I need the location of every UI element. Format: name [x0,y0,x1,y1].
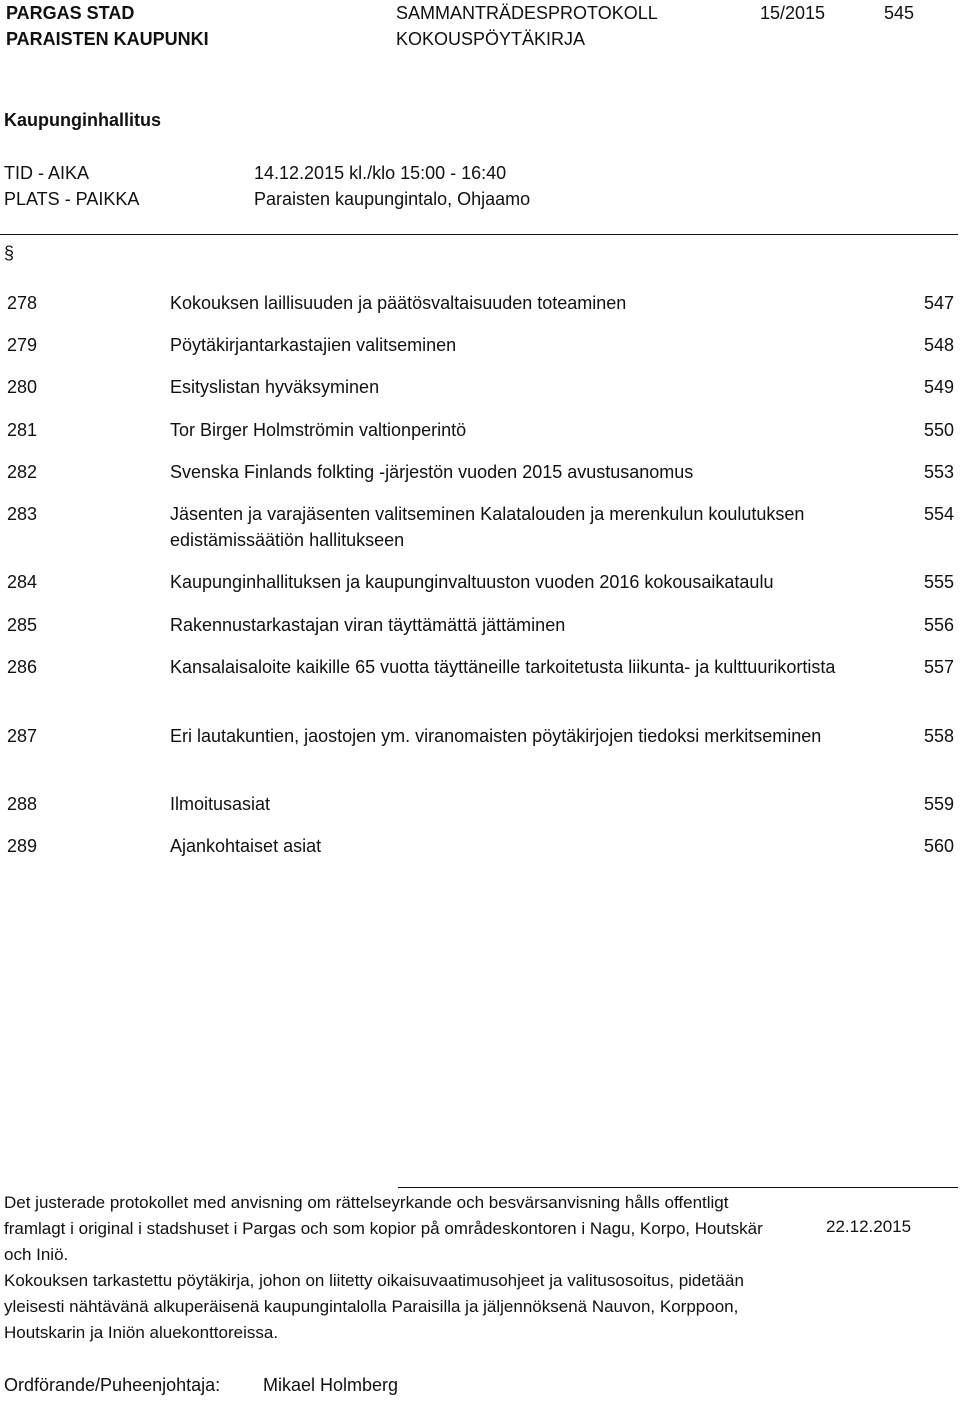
item-number: 284 [7,572,38,592]
city-name-sv: PARGAS STAD [6,3,135,23]
page-number: 545 [884,3,915,23]
list-item [0,791,960,817]
list-item [0,417,960,443]
item-number: 287 [7,726,38,746]
item-title: Pöytäkirjantarkastajien valitseminen [170,335,457,355]
item-number: 288 [7,794,38,814]
item-page: 558 [923,726,954,746]
item-number: 280 [7,377,38,397]
item-title: Kokouksen laillisuuden ja päätösvaltaisuuden toteaminen [170,293,627,313]
item-number: 289 [7,836,38,856]
item-title: Svenska Finlands folkting -järjestön vuoden 2015 avustusanomus [170,462,694,482]
list-item [0,459,960,485]
item-number: 279 [7,335,38,355]
item-number: 283 [7,504,38,524]
item-title: Ajankohtaiset asiat [170,836,322,856]
item-title: Rakennustarkastajan viran täyttämättä jättäminen [170,615,566,635]
item-page: 554 [923,504,954,524]
time-label: TID - AIKA [4,163,90,183]
place-label: PLATS - PAIKKA [4,189,140,209]
item-page: 548 [923,335,954,355]
section-symbol: § [4,243,15,263]
item-title: Ilmoitusasiat [170,794,271,814]
list-item [0,332,960,358]
notice-date: 22.12.2015 [826,1217,912,1236]
place-value: Paraisten kaupungintalo, Ohjaamo [254,189,531,209]
list-item [0,723,960,775]
item-title: Jäsenten ja varajäsenten valitseminen Kalatalouden ja merenkulun koulutuksen edistämissäätiön hallitukseen [170,504,805,550]
item-page: 555 [923,572,954,592]
list-item [0,501,960,553]
item-title: Esityslistan hyväksyminen [170,377,380,397]
notice-text-fi: Kokouksen tarkastettu pöytäkirja, johon on liitetty oikaisuvaatimusohjeet ja valitusosoitus, pidetään yleisesti nähtävänä alkuperäisenä kaupungintalolla Paraisilla ja jäljennöksenä Nauvon, Korppoon, Houtskarin ja Iniön aluekonttoreissa. [4,1271,744,1342]
list-item [0,290,960,316]
notice-divider [398,1187,958,1188]
item-title: Kaupunginhallituksen ja kaupunginvaltuuston vuoden 2016 kokousaikataulu [170,572,774,592]
list-item [0,833,960,859]
item-number: 282 [7,462,38,482]
signature-label: Ordförande/Puheenjohtaja: [4,1375,221,1395]
item-number: 285 [7,615,38,635]
item-page: 553 [923,462,954,482]
list-item [0,569,960,595]
notice-text-sv: Det justerade protokollet med anvisning om rättelseyrkande och besvärsanvisning hålls offentligt framlagt i original i stadshuset i Pargas och som kopior på områdeskontoren i Nagu, Korpo, Houtskär och Iniö. [4,1193,763,1264]
city-name-fi: PARAISTEN KAUPUNKI [6,29,209,49]
item-number: 286 [7,657,38,677]
list-item [0,374,960,400]
signature-name: Mikael Holmberg [263,1375,399,1395]
meeting-number: 15/2015 [760,3,826,23]
item-page: 557 [923,657,954,677]
item-title: Tor Birger Holmströmin valtionperintö [170,420,467,440]
list-item [0,654,960,706]
item-number: 278 [7,293,38,313]
time-value: 14.12.2015 kl./klo 15:00 - 16:40 [254,163,507,183]
item-page: 547 [923,293,954,313]
item-page: 559 [923,794,954,814]
item-page: 556 [923,615,954,635]
item-title: Kansalaisaloite kaikille 65 vuotta täyttäneille tarkoitetusta liikunta- ja kulttuurikortista [170,657,836,677]
item-page: 550 [923,420,954,440]
document-type-sv: SAMMANTRÄDESPROTOKOLL [396,3,658,23]
document-type-fi: KOKOUSPÖYTÄKIRJA [396,29,586,49]
item-number: 281 [7,420,38,440]
item-page: 549 [923,377,954,397]
item-title: Eri lautakuntien, jaostojen ym. viranomaisten pöytäkirjojen tiedoksi merkitseminen [170,726,822,746]
header-divider [0,234,958,235]
list-item [0,612,960,638]
body-name: Kaupunginhallitus [4,110,161,130]
item-page: 560 [923,836,954,856]
